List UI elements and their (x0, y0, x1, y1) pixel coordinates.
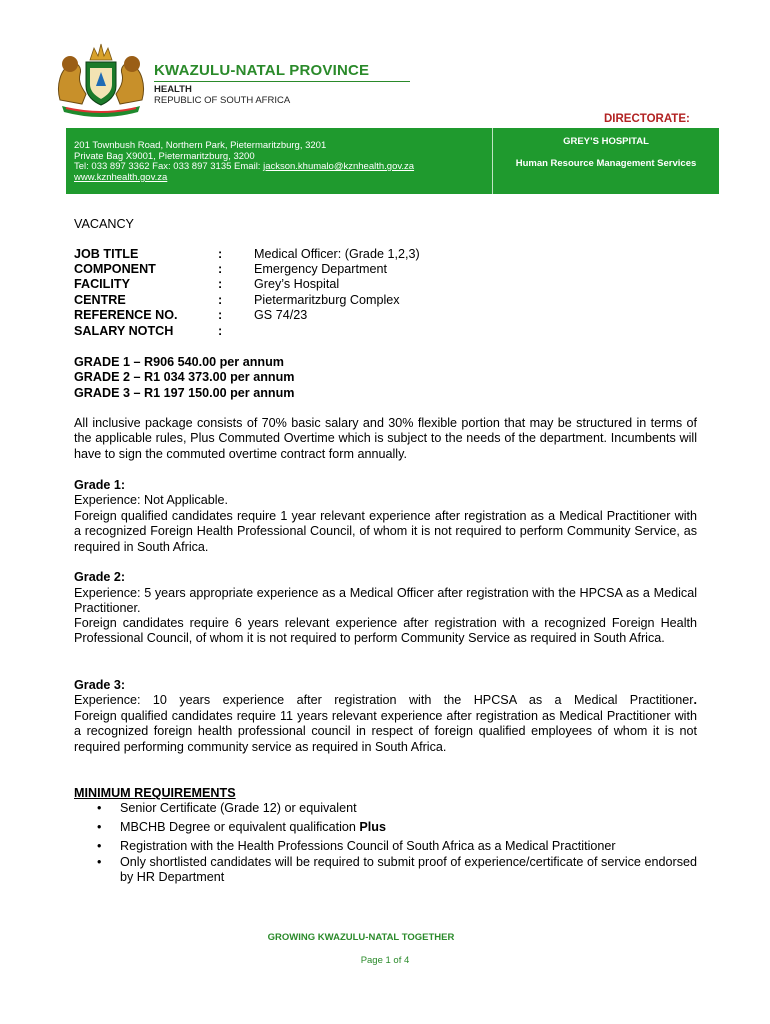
grade-1-foreign: Foreign qualified candidates require 1 year relevant experience after registration as a Medical Practitioner with a recognized Foreign Health Professional Council, of whom it is not required to perform Community Service, as required in South Africa. (74, 509, 697, 554)
grade-3-experience (74, 693, 697, 708)
address-line-1: 201 Townbush Road, Northern Park, Pietermaritzburg, 3201 (74, 140, 327, 151)
grade-3-foreign: Foreign qualified candidates require 11 years relevant experience after registration as Medical Practitioner with a recognized foreign health professional council in respect of foreign qualified employees of whom it is not required performing community service as required in South Africa. (74, 709, 697, 754)
department-name: Human Resource Management Services (515, 158, 697, 169)
requirements-heading: MINIMUM REQUIREMENTS (74, 786, 236, 800)
field-colon: : (218, 293, 223, 307)
field-label-reference: REFERENCE NO. (74, 308, 178, 322)
bullet-icon: • (97, 839, 102, 853)
field-colon: : (218, 308, 223, 322)
requirement-item-3: Registration with the Health Professions Council of South Africa as a Medical Practitioner (120, 839, 616, 853)
grade-2-experience: Experience: 5 years appropriate experience as a Medical Officer after registration with the HPCSA as a Medical Practitioner. (74, 586, 697, 616)
requirement-item-2-text: MBCHB Degree or equivalent qualification (120, 820, 360, 834)
website-link[interactable]: www.kznhealth.gov.za (74, 172, 168, 183)
grade-3-heading: Grade 3: (74, 678, 126, 692)
brand-title: KWAZULU-NATAL PROVINCE (154, 62, 370, 79)
contact-prefix: Tel: 033 897 3362 Fax: 033 897 3135 Email: (74, 161, 264, 172)
grade-2-heading: Grade 2: (74, 570, 126, 584)
brand-divider (154, 81, 410, 82)
vacancy-heading: VACANCY (74, 217, 134, 231)
requirement-item-2 (120, 820, 697, 835)
grade-2-foreign: Foreign candidates require 6 years relevant experience after registration with a recognized Foreign Health Professional Council, of whom it is not required to perform Community Service as required in South Africa. (74, 616, 697, 646)
field-value-component: Emergency Department (254, 262, 387, 276)
kzn-coat-of-arms-icon (52, 38, 150, 118)
contact-line (74, 161, 414, 172)
hospital-name: GREY’S HOSPITAL (563, 136, 649, 147)
field-label-facility: FACILITY (74, 277, 130, 291)
field-label-salary-notch: SALARY NOTCH (74, 324, 174, 338)
bullet-icon: • (97, 820, 102, 834)
field-value-centre: Pietermaritzburg Complex (254, 293, 400, 307)
field-label-centre: CENTRE (74, 293, 126, 307)
brand-country: REPUBLIC OF SOUTH AFRICA (154, 95, 291, 106)
field-label-job-title: JOB TITLE (74, 247, 139, 261)
field-colon: : (218, 277, 223, 291)
bullet-icon: • (97, 855, 102, 869)
grade-3-salary: GRADE 3 – R1 197 150.00 per annum (74, 386, 295, 400)
grade-2-salary: GRADE 2 – R1 034 373.00 per annum (74, 370, 295, 384)
field-colon: : (218, 324, 223, 338)
grade-3-experience-end: . (693, 693, 697, 707)
package-paragraph: All inclusive package consists of 70% basic salary and 30% flexible portion that may be structured in terms of the applicable rules, Plus Commuted Overtime which is subject to the needs of the department. Incumbents will have to sign the commuted overtime contract form annually. (74, 416, 697, 461)
grade-1-heading: Grade 1: (74, 478, 126, 492)
grade-3-experience-text: Experience: 10 years experience after registration with the HPCSA as a Medical Practitioner (74, 693, 694, 707)
website-line (74, 172, 167, 183)
requirement-item-4: Only shortlisted candidates will be required to submit proof of experience/certificate of service endorsed by HR Department (120, 855, 697, 885)
bullet-icon: • (97, 801, 102, 815)
field-label-component: COMPONENT (74, 262, 156, 276)
field-value-reference: GS 74/23 (254, 308, 308, 322)
requirement-item-1: Senior Certificate (Grade 12) or equivalent (120, 801, 357, 815)
field-colon: : (218, 262, 223, 276)
field-value-job-title: Medical Officer: (Grade 1,2,3) (254, 247, 420, 261)
field-colon: : (218, 247, 223, 261)
brand-department: HEALTH (154, 84, 192, 95)
grade-1-experience: Experience: Not Applicable. (74, 493, 229, 507)
address-line-2: Private Bag X9001, Pietermaritzburg, 3200 (74, 151, 255, 162)
directorate-label: DIRECTORATE: (604, 113, 690, 125)
page-number: Page 1 of 4 (360, 955, 410, 966)
footer-slogan: GROWING KWAZULU-NATAL TOGETHER (267, 932, 455, 943)
grade-1-salary: GRADE 1 – R906 540.00 per annum (74, 355, 284, 369)
field-value-facility: Grey’s Hospital (254, 277, 340, 291)
email-link[interactable]: jackson.khumalo@kznhealth.gov.za (263, 161, 415, 172)
requirement-item-2-bold: Plus (359, 820, 387, 834)
